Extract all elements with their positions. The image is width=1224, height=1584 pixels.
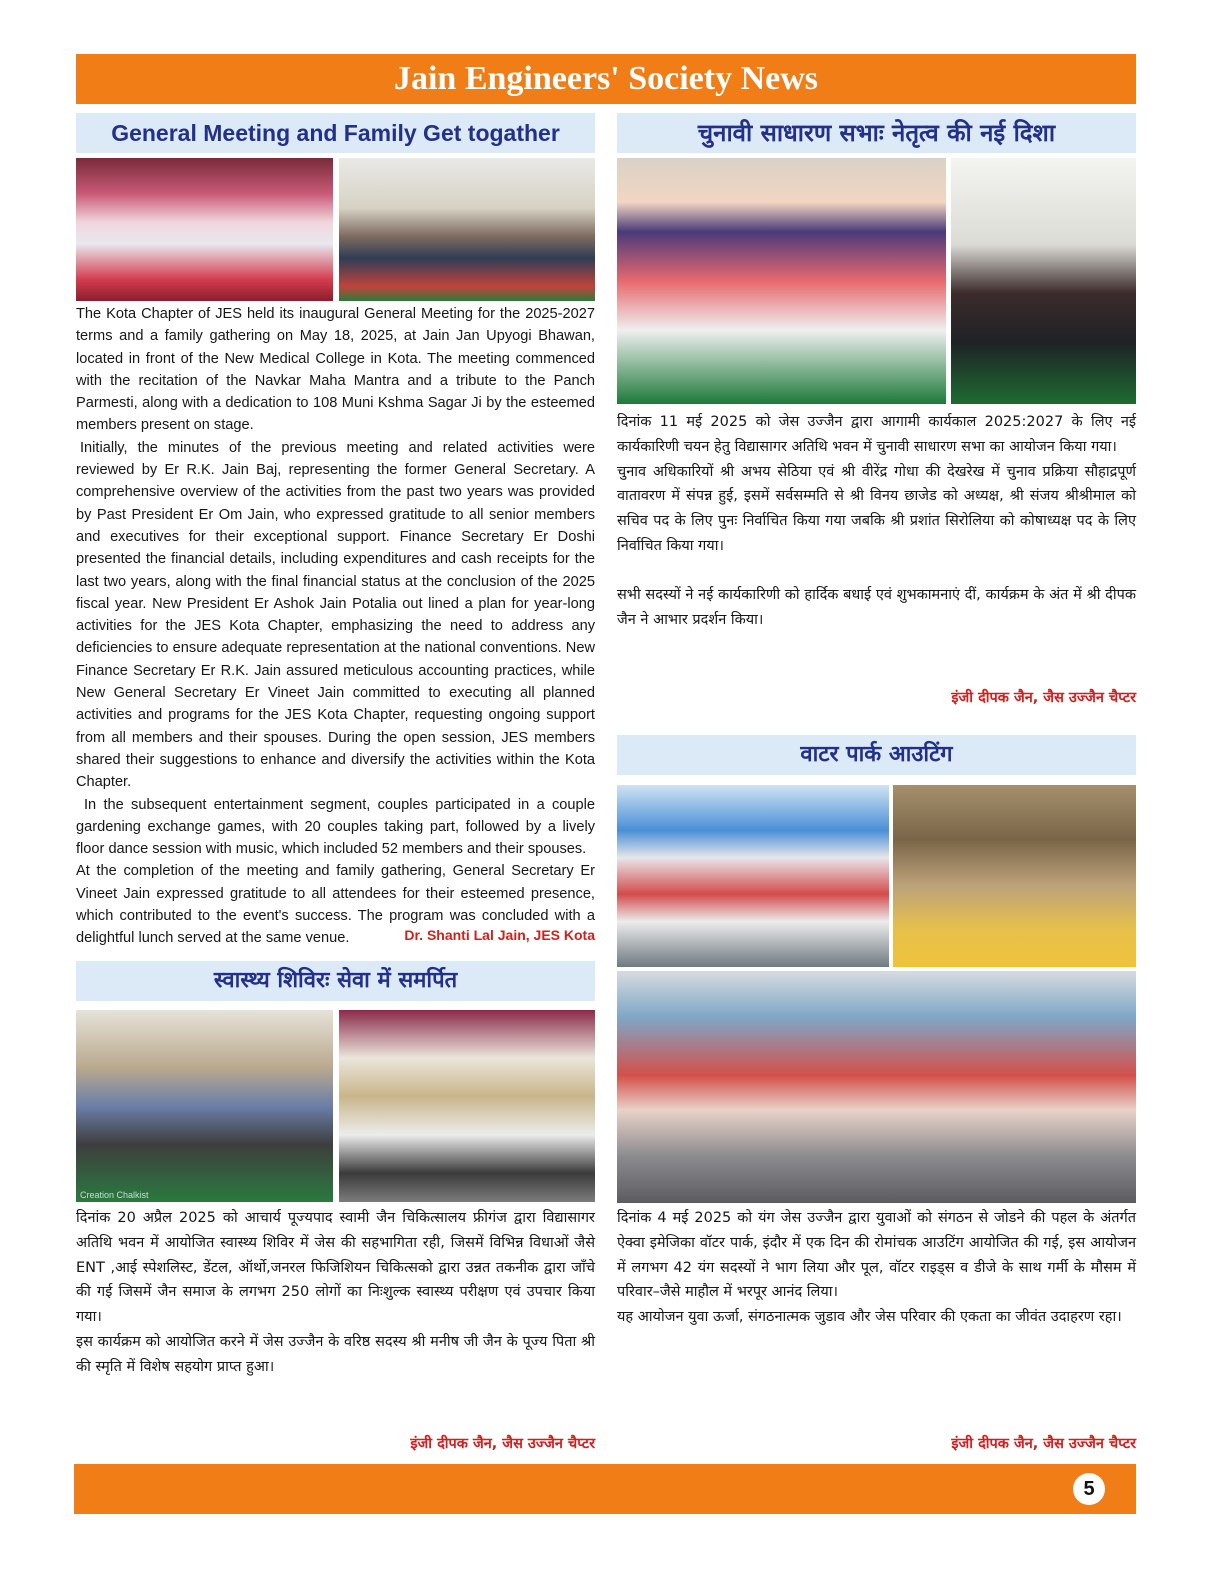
meeting-paragraph: Initially, the minutes of the previous meeting and related activities were reviewed by Er R.K. Jain Baj, representing the former General Secretary. A comprehensive overview of the activities from the past two years was provided by Past President Er Om Jain, who expressed gratitude to all senior members and executives for their exceptional support. Finance Secretary Er Doshi presented the financial details, including expenditures and cash receipts for the last two years, along with the final financial status at the conclusion of the 2025 fiscal year. New President Er Ashok Jain Potalia out lined a plan for year-long activities for the JES Kota Chapter, emphasizing the need to address any deficiencies to ensure adequate representation at the national conventions. New Finance Secretary Er R.K. Jain assured meticulous accounting practices, while New General Secretary Er Vineet Jain committed to executing all planned activities and programs for the JES Kota Chapter, requesting ongoing support from all members and their spouses. During the open session, JES members shared their suggestions to enhance and diversify the activities within the Kota Chapter. bbox=[76, 439, 595, 791]
health-photo-registration bbox=[76, 1010, 333, 1202]
health-heading: स्वास्थ्य शिविरः सेवा में समर्पित bbox=[76, 961, 595, 1001]
waterpark-article bbox=[617, 1206, 1136, 1330]
waterpark-photo-pool bbox=[893, 785, 1136, 967]
health-paragraph: दिनांक 20 अप्रैल 2025 को आचार्य पूज्यपाद स्वामी जैन चिकित्सालय फ्रीगंज द्वारा विद्यासागर अतिथि भवन में आयोजित स्वास्थ्य शिविर में जेस की सहभागिता रही, जिसमें विभिन्न विधाओं जैसे ENT ,आई स्पेशलिस्ट, डेंटल, ऑर्थो,जनरल फिजिशियन चिकित्सको द्वारा उन्नत तकनीक द्वारा जाँचे की गई जिसमें जैन समाज के लगभग 250 लोगों का निःशुल्क स्वास्थ्य परीक्षण एवं उपचार किया गया। bbox=[76, 1210, 595, 1326]
health-signature: इंजी दीपक जैन, जैस उज्जैन चैप्टर bbox=[410, 1436, 595, 1452]
meeting-signature: Dr. Shanti Lal Jain, JES Kota bbox=[404, 927, 595, 943]
waterpark-signature: इंजी दीपक जैन, जैस उज्जैन चैप्टर bbox=[951, 1436, 1136, 1452]
waterpark-photo-family bbox=[617, 971, 1136, 1203]
waterpark-paragraph: यह आयोजन युवा ऊर्जा, संगठनात्मक जुडाव और जेस परिवार की एकता का जीवंत उदाहरण रहा। bbox=[617, 1309, 1122, 1326]
meeting-heading: General Meeting and Family Get togather bbox=[76, 113, 595, 153]
election-signature: इंजी दीपक जैन, जैस उज्जैन चैप्टर bbox=[951, 690, 1136, 706]
page-footer bbox=[74, 1464, 1136, 1514]
meeting-photo-stage bbox=[76, 158, 333, 301]
election-paragraph: सभी सदस्यों ने नई कार्यकारिणी को हार्दिक बधाई एवं शुभकामनाएं दीं, कार्यक्रम के अंत में श्री दीपक जैन ने आभार प्रदर्शन किया। bbox=[617, 586, 1136, 628]
meeting-article bbox=[76, 303, 595, 950]
meeting-paragraph: At the completion of the meeting and family gathering, General Secretary Er Vineet Jain expressed gratitude to all attendees for their esteemed presence, which contributed to the event's success. The program was concluded with a delightful lunch served at the same venue. bbox=[76, 863, 595, 947]
election-article bbox=[617, 410, 1136, 632]
election-photo-group bbox=[617, 158, 946, 404]
page-number: 5 bbox=[1073, 1473, 1105, 1505]
health-paragraph: इस कार्यक्रम को आयोजित करने में जेस उज्जैन के वरिष्ठ सदस्य श्री मनीष जी जैन के पूज्य पिता श्री की स्मृति में विशेष सहयोग प्राप्त हुआ। bbox=[76, 1333, 595, 1375]
meeting-photo-audience bbox=[339, 158, 595, 301]
election-heading: चुनावी साधारण सभाः नेतृत्व की नई दिशा bbox=[617, 113, 1136, 153]
election-paragraph: दिनांक 11 मई 2025 को जेस उज्जैन द्वारा आगामी कार्यकाल 2025:2027 के लिए नई कार्यकारिणी चयन हेतु विद्यासागर अतिथि भवन में चुनावी साधारण सभा का आयोजन किया गया। bbox=[617, 414, 1136, 455]
waterpark-photo-group bbox=[617, 785, 889, 967]
health-article bbox=[76, 1206, 595, 1380]
election-paragraph: चुनाव अधिकारियों श्री अभय सेठिया एवं श्री वीरेंद्र गोधा की देखरेख में चुनाव प्रक्रिया सौहाद्रपूर्ण वातावरण में संपन्न हुई, इसमें सर्वसम्मति से श्री विनय छाजेड को अध्यक्ष, श्री संजय श्रीश्रीमाल को सचिव पद के लिए पुनः निर्वाचित किया गया जबकि श्री प्रशांत सिरोलिया को कोषाध्यक्ष पद के लिए निर्वाचित किया गया। bbox=[617, 463, 1136, 554]
meeting-paragraph: In the subsequent entertainment segment, couples participated in a couple gardening exchange games, with 20 couples taking part, followed by a lively floor dance session with music, which included 52 members and their spouses. bbox=[76, 796, 595, 858]
waterpark-heading: वाटर पार्क आउटिंग bbox=[617, 735, 1136, 775]
newsletter-banner bbox=[76, 54, 1136, 104]
election-photo-hall bbox=[951, 158, 1136, 404]
health-photo-checkup bbox=[339, 1010, 595, 1202]
waterpark-paragraph: दिनांक 4 मई 2025 को यंग जेस उज्जैन द्वारा युवाओं को संगठन से जोडने की पहल के अंतर्गत ऐक्वा इमेजिका वॉटर पार्क, इंदौर में एक दिन की रोमांचक आउटिंग आयोजित की गई, इस आयोजन में लगभग 42 यंग सदस्यों ने भाग लिया और पूल, वॉटर राइड्स व डीजे के साथ गर्मी के मौसम में परिवार–जैसे माहौल में भरपूर आनंद लिया। bbox=[617, 1210, 1136, 1301]
banner-title: Jain Engineers' Society News bbox=[393, 60, 819, 97]
meeting-paragraph: The Kota Chapter of JES held its inaugural General Meeting for the 2025-2027 terms and a family gathering on May 18, 2025, at Jain Jan Upyogi Bhawan, located in front of the New Medical College in Kota. The meeting commenced with the recitation of the Navkar Maha Mantra and a tribute to the Panch Parmesti, along with a dedication to 108 Muni Kshma Sagar Ji by the esteemed members present on stage. bbox=[76, 306, 595, 434]
health-photo-caption: Creation Chalkist bbox=[80, 1190, 149, 1200]
